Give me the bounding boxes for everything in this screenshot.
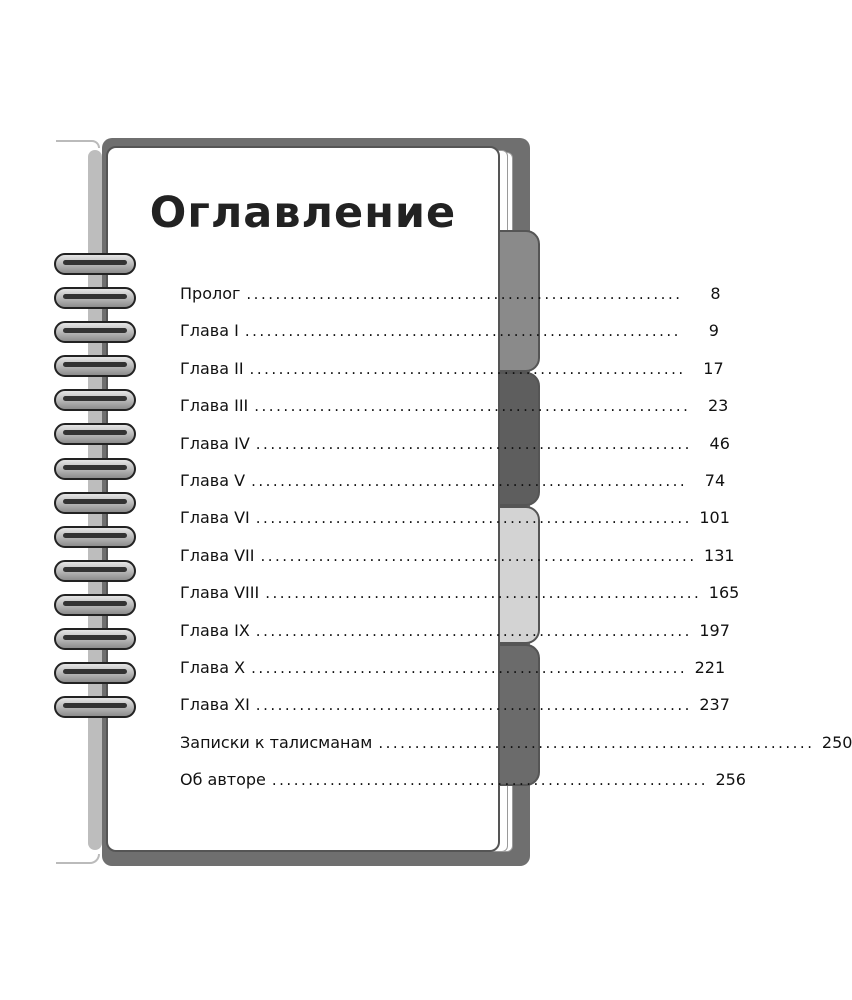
spiral-ring-icon: [54, 287, 136, 309]
toc-entry-label: Глава X: [180, 657, 246, 677]
page-title: Оглавление: [149, 188, 457, 238]
toc-entry[interactable]: [180, 508, 730, 545]
spiral-ring-icon: [54, 696, 136, 718]
spiral-ring-icon: [54, 355, 136, 377]
toc-leader-dots: ............................................................: [251, 471, 688, 490]
toc-entry[interactable]: [180, 321, 719, 358]
toc-entry-page: 23: [708, 396, 729, 416]
toc-entry-page: 221: [694, 657, 726, 677]
toc-entry[interactable]: [180, 620, 730, 658]
spiral-ring-icon: [54, 389, 136, 411]
spiral-ring-icon: [54, 423, 136, 445]
toc-entry[interactable]: [180, 732, 852, 770]
toc-entry-label: Глава V: [180, 470, 246, 490]
toc-entry-page: 250: [821, 732, 852, 752]
toc-leader-dots: ............................................................: [244, 322, 681, 341]
toc-entry-page: 8: [710, 284, 721, 303]
toc-entry[interactable]: [180, 545, 735, 583]
toc-entry-label: Глава II: [180, 358, 244, 378]
toc-entry-label: Об авторе: [180, 770, 266, 790]
spiral-ring-icon: [54, 492, 136, 514]
toc-leader-dots: ............................................................: [255, 621, 692, 640]
toc-entry-page: 74: [704, 470, 726, 490]
toc-leader-dots: ............................................................: [246, 285, 683, 303]
toc-entry[interactable]: [180, 284, 721, 321]
toc-entry-label: Глава VI: [180, 508, 250, 528]
toc-entry-label: Глава III: [180, 396, 249, 416]
toc-entry-label: Глава IV: [180, 433, 250, 453]
toc-entry-page: 9: [708, 321, 719, 341]
toc-entry-page: 256: [715, 770, 746, 790]
toc-entry-page: 197: [699, 620, 730, 640]
toc-leader-dots: ............................................................: [254, 397, 691, 416]
toc-entry[interactable]: [180, 770, 746, 807]
spiral-ring-icon: [54, 560, 136, 582]
toc-entry-label: Глава I: [180, 321, 239, 341]
spiral-binding: [54, 253, 138, 730]
toc-entry[interactable]: [180, 695, 730, 732]
toc-entry-page: 131: [704, 545, 735, 565]
toc-entry-label: Глава VIII: [180, 583, 260, 603]
toc-entry[interactable]: [180, 657, 726, 695]
toc-entry[interactable]: [180, 358, 724, 396]
spiral-ring-icon: [54, 321, 136, 343]
spiral-ring-icon: [54, 253, 136, 275]
toc-leader-dots: ............................................................: [255, 696, 692, 715]
toc-leader-dots: ............................................................: [378, 733, 815, 752]
spiral-ring-icon: [54, 458, 136, 480]
toc-leader-dots: ............................................................: [249, 359, 686, 378]
toc-entry[interactable]: [180, 433, 730, 471]
toc-entry-label: Пролог: [180, 284, 241, 303]
spiral-ring-icon: [54, 526, 136, 548]
toc-entry[interactable]: [180, 583, 740, 620]
toc-leader-dots: ............................................................: [265, 584, 702, 603]
toc-entry[interactable]: [180, 396, 729, 433]
toc-entry-label: Глава IX: [180, 620, 250, 640]
toc-entry-label: Глава VII: [180, 545, 255, 565]
toc-leader-dots: ............................................................: [255, 509, 692, 528]
toc-entry-label: Глава XI: [180, 695, 250, 715]
toc-leader-dots: ............................................................: [271, 771, 708, 790]
spine-rod-cap: [56, 854, 100, 864]
toc-entry-page: 17: [703, 358, 724, 378]
table-of-contents: [180, 284, 852, 807]
toc-entry-page: 46: [709, 433, 730, 453]
toc-leader-dots: ............................................................: [255, 434, 692, 453]
spiral-ring-icon: [54, 662, 136, 684]
spiral-ring-icon: [54, 628, 136, 650]
toc-entry-page: 165: [708, 583, 740, 603]
toc-entry[interactable]: [180, 470, 726, 508]
toc-leader-dots: ............................................................: [251, 658, 688, 677]
toc-entry-label: Записки к талисманам: [180, 732, 373, 752]
spine-rod-cap: [56, 140, 100, 148]
toc-leader-dots: ............................................................: [260, 546, 697, 565]
toc-entry-page: 237: [699, 695, 730, 715]
toc-entry-page: 101: [699, 508, 730, 528]
spiral-ring-icon: [54, 594, 136, 616]
